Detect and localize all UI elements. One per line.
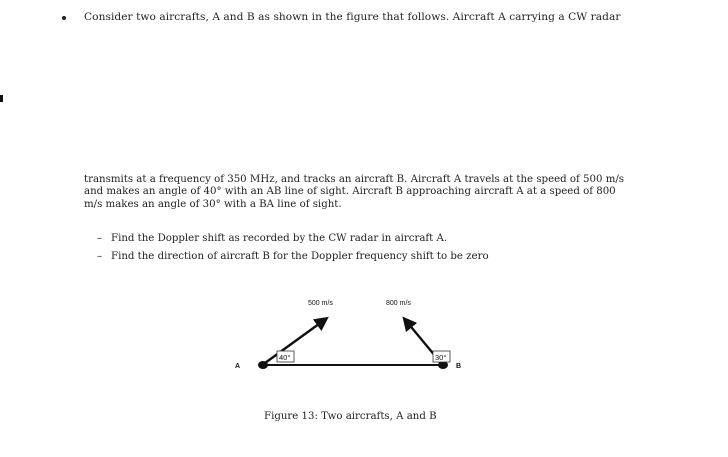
aircraft-a-label: A — [235, 363, 241, 370]
paragraph-line: transmits at a frequency of 350 MHz, and tracks an aircraft B. Aircraft A travels at the speed of 500 m/s — [84, 174, 625, 185]
question-text: Find the direction of aircraft B for the Doppler frequency shift to be zero — [111, 251, 489, 262]
aircraft-figure — [225, 290, 515, 385]
angle-a-label: 40° — [279, 353, 291, 362]
aircraft-a-marker — [258, 361, 268, 369]
paragraph-line: and makes an angle of 40° with an AB line of sight. Aircraft B approaching aircraft A at a speed of 800 — [84, 186, 616, 198]
bullet-dot-icon — [62, 16, 66, 20]
speed-b-label: 800 m/s — [386, 300, 411, 307]
aircraft-b-label: B — [456, 363, 462, 370]
speed-a-label: 500 m/s — [308, 300, 333, 307]
angle-b-label: 30° — [435, 353, 447, 362]
dash-icon: – — [97, 233, 103, 244]
dash-icon: – — [97, 251, 103, 262]
problem-paragraph — [84, 174, 674, 211]
paragraph-line: m/s makes an angle of 30° with a BA line of sight. — [84, 198, 342, 210]
question-item — [97, 251, 489, 262]
figure-caption: Figure 13: Two aircrafts, A and B — [264, 411, 437, 422]
question-item — [97, 233, 447, 244]
edge-mark — [0, 95, 3, 102]
question-text: Find the Doppler shift as recorded by the CW radar in aircraft A. — [111, 233, 448, 244]
intro-text: Consider two aircrafts, A and B as shown in the figure that follows. Aircraft A carrying a CW radar — [84, 11, 621, 23]
